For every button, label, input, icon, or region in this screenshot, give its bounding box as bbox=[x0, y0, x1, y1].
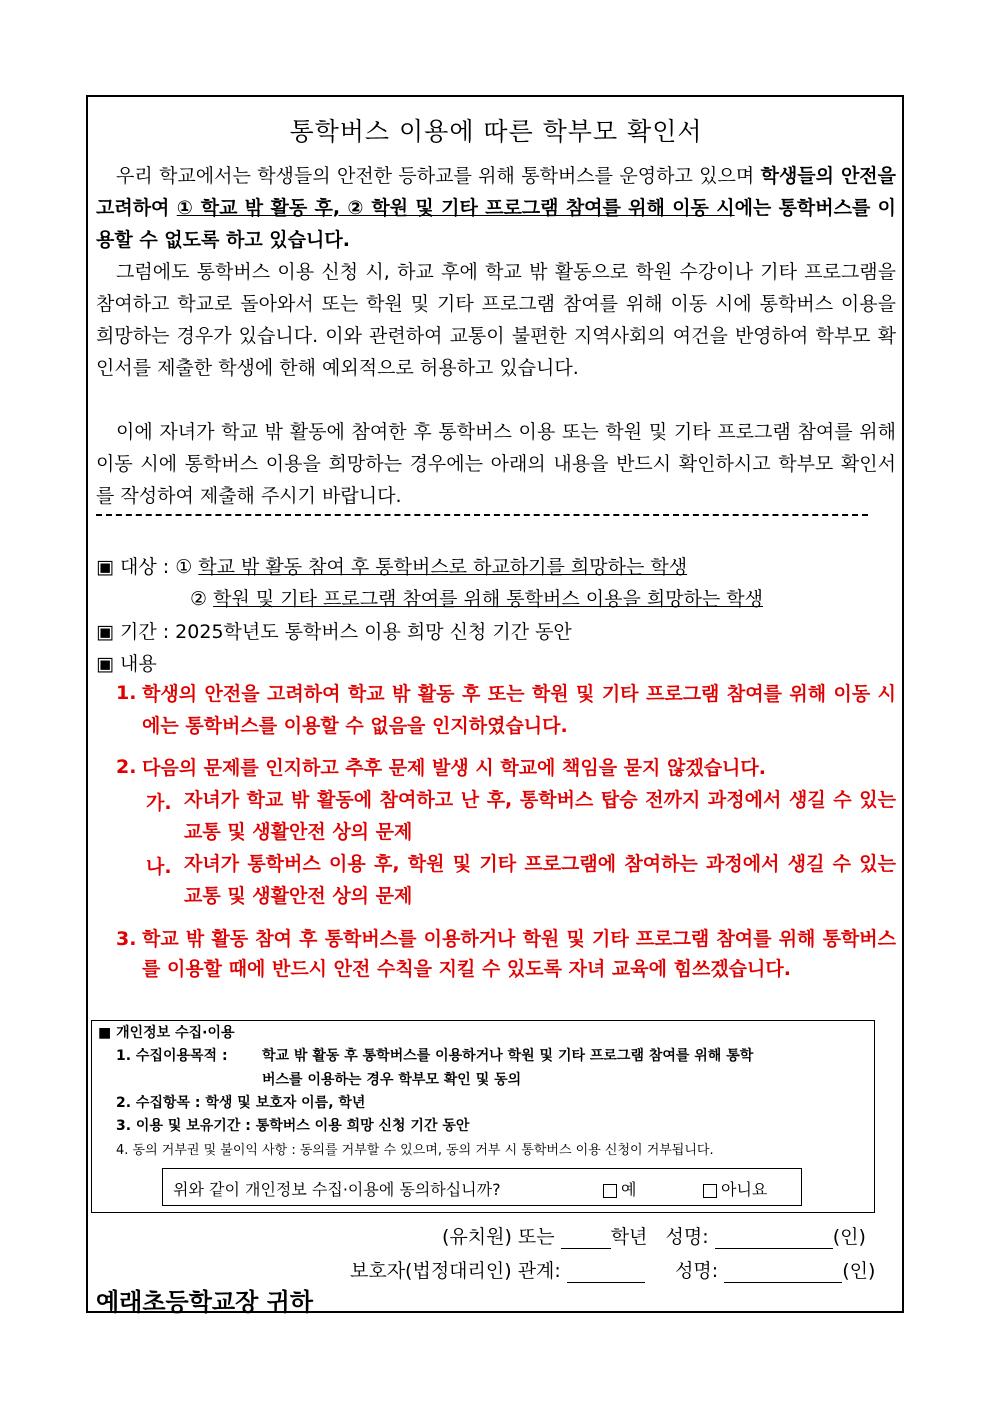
intro-bold-end: 에는 통학버스를 이용할 수 없도록 하고 있습니다. bbox=[96, 197, 896, 251]
target-item-2: 학원 및 기타 프로그램 참여를 위해 통학버스 이용을 희망하는 학생 bbox=[213, 588, 764, 610]
item-3-number: 3. bbox=[116, 928, 137, 950]
item-ga-text: 자녀가 학교 밖 활동에 참여하고 난 후, 통학버스 탑승 전까지 과정에서 생길 수 있는 교통 및 생활안전 상의 문제 bbox=[184, 789, 896, 843]
item-1-text: 학생의 안전을 고려하여 학교 밖 활동 후 또는 학원 및 기타 프로그램 참여를 위해 이동 시에는 통학버스를 이용할 수 없음을 인지하였습니다. bbox=[142, 683, 896, 737]
guardian-relation-label: 보호자(법정대리인) 관계: bbox=[350, 1260, 561, 1282]
student-seal: (인) bbox=[832, 1226, 866, 1248]
item-3-text: 학교 밖 활동 참여 후 통학버스를 이용하거나 학원 및 기타 프로그램 참여를 위해 통학버스를 이용할 때에 반드시 안전 수칙을 지킬 수 있도록 자녀 교육에 힘쓰겠습니다. bbox=[142, 928, 896, 980]
consent-box bbox=[162, 1168, 802, 1206]
no-checkbox[interactable] bbox=[703, 1184, 717, 1198]
target-line-1 bbox=[96, 552, 687, 579]
consent-no[interactable] bbox=[703, 1177, 767, 1200]
privacy-items: 2. 수집항목 : 학생 및 보호자 이름, 학년 bbox=[116, 1095, 366, 1111]
item-2-number: 2. bbox=[116, 756, 137, 778]
guardian-seal: (인) bbox=[842, 1260, 876, 1282]
student-sign-line bbox=[442, 1222, 866, 1249]
yes-checkbox[interactable] bbox=[603, 1184, 617, 1198]
period-line: ▣ 기간 : 2025학년도 통학버스 이용 희망 신청 기간 동안 bbox=[96, 621, 572, 643]
target-item-1: 학교 밖 활동 참여 후 통학버스로 하교하기를 희망하는 학생 bbox=[198, 556, 688, 578]
item-ga-number: 가. bbox=[146, 792, 172, 814]
privacy-purpose-line-1: 학교 밖 활동 후 통학버스를 이용하거나 학원 및 기타 프로그램 참여를 위해 통학 bbox=[262, 1048, 754, 1064]
student-name-blank[interactable] bbox=[715, 1230, 833, 1249]
closing-addressee: 예래초등학교장 귀하 bbox=[96, 1288, 314, 1316]
grade-label: 학년 bbox=[610, 1226, 648, 1248]
consent-question: 위와 같이 개인정보 수집·이용에 동의하십니까? bbox=[173, 1180, 501, 1199]
relation-blank[interactable] bbox=[567, 1264, 645, 1283]
guardian-name-label: 성명: bbox=[675, 1260, 719, 1282]
no-label: 아니요 bbox=[721, 1180, 768, 1199]
student-name-label: 성명: bbox=[665, 1226, 709, 1248]
target-item-1-number: ① bbox=[175, 556, 193, 578]
intro-paragraph-3: 이에 자녀가 학교 밖 활동에 참여한 후 통학버스 이용 또는 학원 및 기타 프로그램 참여를 위해 이동 시에 통학버스 이용을 희망하는 경우에는 아래의 내용을 반드시 확인하시고 학부모 확인서를 작성하여 제출해 주시기 바랍니다. bbox=[96, 421, 896, 507]
intro-bold-underline: ① 학교 밖 활동 후, ② 학원 및 기타 프로그램 참여를 위해 이동 시 bbox=[176, 197, 735, 219]
intro-paragraph-1 bbox=[96, 160, 896, 256]
privacy-period: 3. 이용 및 보유기간 : 통학버스 이용 희망 신청 기간 동안 bbox=[116, 1118, 470, 1134]
grade-blank[interactable] bbox=[561, 1230, 611, 1249]
guardian-name-blank[interactable] bbox=[724, 1264, 842, 1283]
privacy-purpose-label: 1. 수집이용목적 : bbox=[116, 1048, 228, 1064]
kinder-label: (유치원) 또는 bbox=[442, 1226, 555, 1248]
document-title: 통학버스 이용에 따른 학부모 확인서 bbox=[289, 117, 703, 146]
intro-bold: 학생들의 안전을 고려하여 bbox=[96, 165, 897, 219]
consent-yes[interactable] bbox=[603, 1177, 636, 1200]
intro-text: 우리 학교에서는 학생들의 안전한 등하교를 위해 통학버스를 운영하고 있으며 bbox=[116, 165, 761, 187]
yes-label: 예 bbox=[621, 1180, 637, 1199]
privacy-refusal: 4. 동의 거부권 및 불이익 사항 : 동의를 거부할 수 있으며, 동의 거부 시 통학버스 이용 신청이 거부됩니다. bbox=[116, 1143, 714, 1158]
target-line-2 bbox=[190, 584, 763, 611]
target-label: ▣ 대상 : bbox=[96, 556, 176, 578]
item-1-number: 1. bbox=[116, 682, 137, 704]
item-na-text: 자녀가 통학버스 이용 후, 학원 및 기타 프로그램에 참여하는 과정에서 생길 수 있는 교통 및 생활안전 상의 문제 bbox=[184, 853, 896, 907]
privacy-heading: ■ 개인정보 수집·이용 bbox=[98, 1025, 235, 1041]
intro-paragraph-2: 그럼에도 통학버스 이용 신청 시, 하교 후에 학교 밖 활동으로 학원 수강이나 기타 프로그램을 참여하고 학교로 돌아와서 또는 학원 및 기타 프로그램 참여를 위해 이동 시에 통학버스 이용을 희망하는 경우가 있습니다. 이와 관련하여 교통이 불편한 지역사회의 여건을 반영하여 학부모 확인서를 제출한 학생에 한해 예외적으로 허용하고 있습니다. bbox=[96, 261, 896, 379]
privacy-purpose-line-2: 버스를 이용하는 경우 학부모 확인 및 동의 bbox=[262, 1072, 522, 1088]
target-item-2-number: ② bbox=[190, 588, 208, 610]
content-label: ▣ 내용 bbox=[96, 653, 157, 675]
dashed-divider bbox=[96, 514, 868, 516]
item-2-text: 다음의 문제를 인지하고 추후 문제 발생 시 학교에 책임을 묻지 않겠습니다. bbox=[142, 757, 766, 779]
guardian-sign-line bbox=[350, 1256, 875, 1283]
item-na-number: 나. bbox=[146, 856, 172, 878]
